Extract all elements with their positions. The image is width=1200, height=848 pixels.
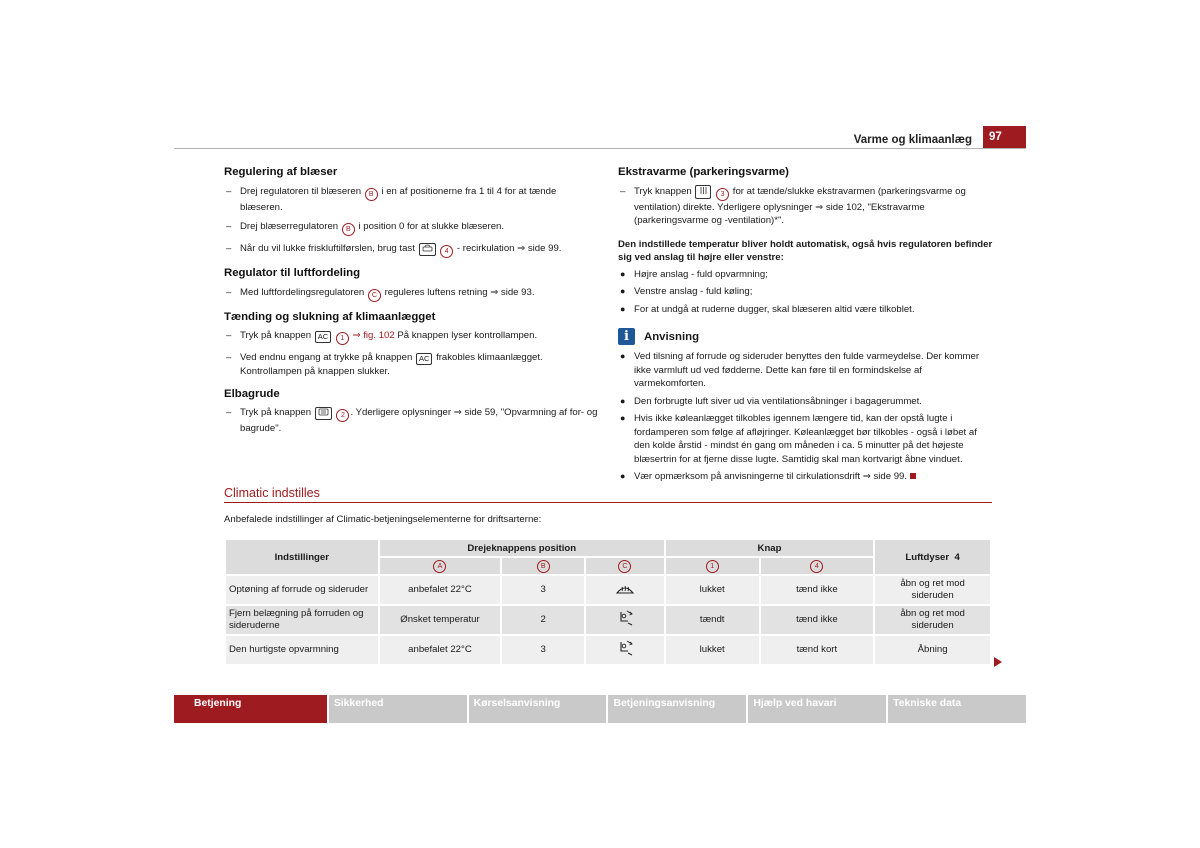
note-item: ● Den forbrugte luft siver ud via ventilationsåbninger i bagagerummet. [620,395,922,407]
climatic-settings-table [224,538,992,666]
airflow-windshield-feet-icon [615,649,635,660]
ac-key-icon: AC [416,353,432,365]
tab-hjaelp-ved-havari[interactable]: Hjælp ved havari [746,695,886,723]
list-item: – Drej blæserregulatoren B i position 0 for at slukke blæseren. [224,220,600,236]
section-intro: Anbefalede indstillinger af Climatic-betjeningselementerne for driftsarterne: [224,514,542,525]
header-1: 1 [665,557,760,575]
continue-arrow-icon [994,657,1002,667]
header-b: B [501,557,585,575]
section-heading-fan: Regulering af blæser [224,166,338,178]
control-1-icon: 1 [336,332,349,345]
list-item: – Med luftfordelingsregulatoren C reguleres luftens retning ⇒ side 93. [224,286,600,302]
tab-tekniske-data[interactable]: Tekniske data [886,695,1026,723]
header-button: Knap [665,539,874,557]
header-a: A [379,557,502,575]
control-2-icon: 2 [336,409,349,422]
section-title: Climatic indstilles [224,486,320,500]
ac-key-icon: AC [315,331,331,343]
chapter-tabs [174,695,1026,723]
tab-betjeningsanvisning[interactable]: Betjeningsanvisning [606,695,746,723]
tab-korselsanvisning[interactable]: Kørselsanvisning [467,695,607,723]
aux-heater-key-icon [695,185,711,199]
header-c: C [585,557,665,575]
page-number: 97 [983,126,1026,149]
section-heading-aux-heating: Ekstravarme (parkeringsvarme) [618,166,789,178]
control-3-icon: 3 [716,188,729,201]
list-item: – Tryk på knappen AC 1 ⇒ fig. 102 På knappen lyser kontrollampen. [224,329,600,345]
section-heading-rear-defrost: Elbagrude [224,387,280,400]
header-rule [174,148,1026,149]
figure-link[interactable]: ⇒ fig. 102 [352,330,395,341]
tab-betjening[interactable]: Betjening [174,695,327,723]
note-item: ● Vær opmærksom på anvisningerne til cirkulationsdrift ⇒ side 99. [618,470,993,484]
list-item: – Når du vil lukke friskluftilførslen, brug tast 4 - recirkulation ⇒ side 99. [224,242,600,258]
section-heading-distribution: Regulator til luftfordeling [224,267,361,279]
airflow-windshield-feet-icon [615,619,635,630]
list-item: ● For at undgå at ruderne dugger, skal blæseren altid være tilkoblet. [620,303,915,315]
header-settings: Indstillinger [225,539,379,575]
windshield-defrost-icon [615,587,635,598]
list-item: – Ved endnu engang at trykke på knappen AC frakobles klimaanlægget. Kontrollampen på knappen slukker. [226,352,543,377]
info-icon: i [618,328,635,345]
list-item: – Tryk knappen 3 for at tænde/slukke ekstravarmen (parkeringsvarme og ventilation) direkte. Yderligere oplysninger ⇒ side 102, "Ekstravarme (parkeringsvarme og -ventilation)*". [620,185,966,226]
header-vents: Luftdyser 4 [874,539,991,575]
note-item: ● Ved tilsning af forrude og sideruder benyttes den fulde varmeydelse. Der kommer ikke varmluft ud ved fødderne. Dette kan føre til en formindskelse af varmekomforten. [620,351,980,389]
header-4: 4 [760,557,875,575]
table-row: Optøning af forrude og sideruder anbefalet 22°C 3 lukket tænd ikke åbn og ret mod sideruden [225,575,991,605]
list-item: ● Højre anslag - fuld opvarmning; [620,268,768,280]
section-rule [224,502,992,503]
control-b-icon: B [342,223,355,236]
section-heading-ac: Tænding og slukning af klimaanlægget [224,310,436,323]
header-dial-position: Drejeknappens position [379,539,665,557]
list-item: – Drej regulatoren til blæseren B i en af positionerne fra 1 til 4 for at tænde blæseren. [226,185,557,213]
list-item: – Tryk på knappen 2 . Yderligere oplysninger ⇒ side 59, "Opvarmning af for- og bagrude". [226,407,598,434]
left-column [224,166,600,442]
right-column [618,166,993,488]
rear-window-heater-key-icon [315,407,332,420]
control-c-icon: C [368,289,381,302]
auto-temp-paragraph: Den indstillede temperatur bliver holdt automatisk, også hvis regulatoren befinder sig ved anslag til højre eller venstre: [618,238,993,263]
control-b-icon: B [365,188,378,201]
table-row: Den hurtigste opvarmning anbefalet 22°C 3 lukket tænd kort Åbning [225,635,991,665]
note-heading: i Anvisning [618,328,993,346]
chapter-title: Varme og klimaanlæg [853,134,972,146]
tab-sikkerhed[interactable]: Sikkerhed [327,695,467,723]
list-item: ● Venstre anslag - fuld køling; [620,286,753,297]
end-of-section-icon [910,473,916,479]
control-4-icon: 4 [440,245,453,258]
table-row: Fjern belægning på forruden og sideruderne Ønsket temperatur 2 tændt tænd ikke åbn og ret mod sideruden [225,605,991,635]
recirculation-key-icon [419,243,436,256]
note-item: ● Hvis ikke køleanlægget tilkobles igennem længere tid, kan der opstå lugte i fordamperen som følge af afløjringer. Køleanlægget bør tilkobles - også i løbet af den kolde årstid - mindst én gang om måneden i ca. 5 minutter på det højeste blæsertrin for at fjerne disse lugte. Samtidig skal man kortvarigt åbne vinduet. [620,413,977,465]
